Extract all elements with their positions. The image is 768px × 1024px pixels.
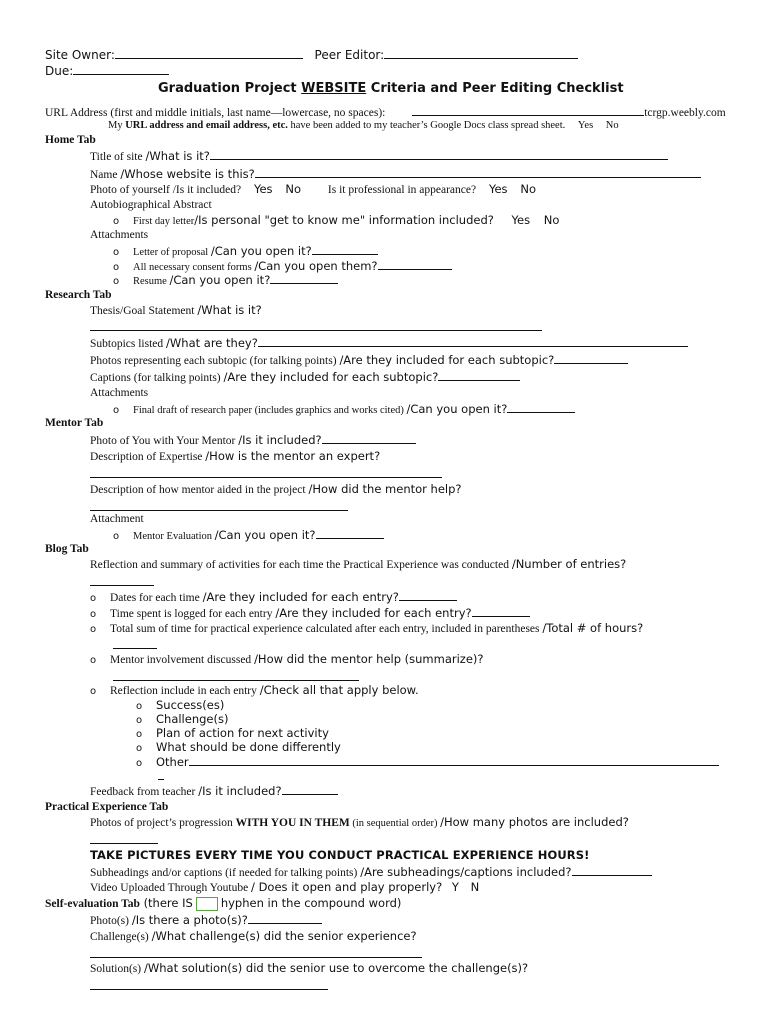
site-owner-label: Site Owner: [45, 48, 115, 62]
total-hours-line: o Total sum of time for practical experience calculated after each entry, included in parentheses /Total # of hours? [90, 621, 644, 635]
practical-tab-heading: Practical Experience Tab [45, 801, 169, 813]
progression-photos-blank[interactable] [90, 843, 158, 844]
photo-yourself-line: Photo of yourself /Is it included? Yes No Is it professional in appearance? Yes No [90, 182, 537, 196]
reflection-summary-line: Reflection and summary of activities for each time the Practical Experience was conducted /Number of entries? [90, 557, 627, 571]
feedback-blank[interactable] [282, 783, 338, 795]
url-blank[interactable] [412, 104, 644, 116]
subtopics-blank[interactable] [258, 335, 688, 347]
url-line [45, 104, 726, 120]
hyphen-input-box[interactable] [196, 897, 218, 911]
video-line: Video Uploaded Through Youtube / Does it open and play properly? Y N [90, 880, 480, 894]
entries-blank[interactable] [90, 585, 154, 586]
expertise-line: Description of Expertise /How is the mentor an expert? [90, 449, 381, 463]
url-suffix: tcrgp.weebly.com [644, 107, 726, 119]
bullet-icon: o [113, 405, 120, 416]
research-tab-heading: Research Tab [45, 289, 112, 301]
url-label: URL Address (first and middle initials, last name—lowercase, no spaces): [45, 107, 386, 119]
mentor-involvement-blank[interactable] [113, 680, 359, 681]
bullet-icon: o [113, 216, 120, 227]
bullet-icon: o [90, 624, 97, 635]
mentor-evaluation-line: o Mentor Evaluation /Can you open it? [113, 527, 384, 544]
peer-editor-label: Peer Editor: [314, 48, 385, 62]
self-eval-tab-heading: Self-evaluation Tab [45, 898, 140, 910]
mentor-involvement-line: o Mentor involvement discussed /How did the mentor help (summarize)? [90, 652, 484, 666]
checkbox-bullet-icon: o [136, 715, 143, 726]
spreadsheet-yes[interactable]: Yes [577, 120, 594, 131]
checkbox-bullet-icon: o [136, 701, 143, 712]
title-website: WEBSITE [301, 81, 367, 96]
solution-blank[interactable] [90, 989, 328, 990]
dates-blank[interactable] [399, 589, 457, 601]
professional-yes[interactable]: Yes [488, 182, 508, 196]
bullet-icon: o [90, 593, 97, 604]
name-blank[interactable] [255, 166, 701, 178]
bullet-icon: o [113, 531, 120, 542]
photos-subtopic-blank[interactable] [554, 352, 628, 364]
bullet-icon: o [90, 686, 97, 697]
mentor-tab-heading: Mentor Tab [45, 417, 104, 429]
progression-photos-line: Photos of project’s progression WITH YOU IN THEM (in sequential order) /How many photos are included? [90, 815, 629, 829]
peer-editor-blank[interactable] [384, 47, 578, 59]
challenge-line: Challenge(s) /What challenge(s) did the senior experience? [90, 929, 417, 943]
self-eval-heading-line: Self-evaluation Tab (there IS hyphen in the compound word) [45, 896, 402, 910]
final-draft-line: o Final draft of research paper (includes graphics and works cited) /Can you open it? [113, 401, 575, 418]
home-attachments-label: Attachments [90, 229, 149, 241]
due-blank[interactable] [73, 63, 169, 75]
first-day-line: o First day letter/Is personal "get to know me" information included? Yes No [113, 213, 560, 227]
captions-line: Captions (for talking points) /Are they included for each subtopic? [90, 369, 520, 385]
research-attachments-label: Attachments [90, 387, 149, 399]
option-success[interactable]: o Success(es) [136, 698, 225, 712]
photo-no[interactable]: No [285, 182, 302, 196]
total-hours-blank[interactable] [113, 648, 157, 649]
thesis-line: Thesis/Goal Statement /What is it? [90, 303, 262, 317]
resume-line: o Resume /Can you open it? [113, 272, 338, 289]
bullet-icon: o [113, 276, 120, 287]
name-line: Name /Whose website is this? [90, 166, 701, 182]
home-tab-heading: Home Tab [45, 134, 96, 146]
take-pictures-notice: TAKE PICTURES EVERY TIME YOU CONDUCT PRACTICAL EXPERIENCE HOURS! [90, 848, 590, 862]
consent-line: o All necessary consent forms /Can you open them? [113, 258, 452, 275]
dates-line: o Dates for each time /Are they included for each entry? [90, 589, 457, 606]
mentor-evaluation-blank[interactable] [316, 527, 384, 539]
photos-subtopic-line: Photos representing each subtopic (for talking points) /Are they included for each subtopic? [90, 352, 628, 368]
site-owner-blank[interactable] [115, 47, 303, 59]
site-owner-line [45, 47, 578, 62]
self-eval-photos-line: Photo(s) /Is there a photo(s)? [90, 912, 322, 928]
title-of-site-blank[interactable] [210, 148, 668, 160]
reflection-entry-line: o Reflection include in each entry /Check all that apply below. [90, 683, 419, 697]
bullet-icon: o [90, 655, 97, 666]
abstract-label: Autobiographical Abstract [90, 199, 212, 211]
bullet-icon: o [113, 247, 120, 258]
feedback-line: Feedback from teacher /Is it included? [90, 783, 338, 799]
other-blank-wrap [158, 779, 164, 780]
option-differently[interactable]: o What should be done differently [136, 740, 341, 754]
due-label: Due: [45, 64, 74, 78]
aided-blank[interactable] [90, 510, 348, 511]
final-draft-blank[interactable] [507, 401, 575, 413]
time-spent-blank[interactable] [472, 605, 530, 617]
time-spent-line: o Time spent is logged for each entry /Are they included for each entry? [90, 605, 530, 622]
subtopics-line: Subtopics listed /What are they? [90, 335, 688, 351]
subheadings-line: Subheadings and/or captions (if needed for talking points) /Are subheadings/captions included? [90, 864, 652, 880]
option-challenge[interactable]: o Challenge(s) [136, 712, 229, 726]
spreadsheet-no[interactable]: No [605, 120, 619, 131]
bullet-icon: o [90, 609, 97, 620]
other-blank[interactable] [189, 754, 719, 766]
video-y[interactable]: Y [451, 880, 459, 894]
photo-yes[interactable]: Yes [253, 182, 273, 196]
subheadings-blank[interactable] [572, 864, 652, 876]
option-plan[interactable]: o Plan of action for next activity [136, 726, 329, 740]
expertise-blank[interactable] [90, 477, 442, 478]
mentor-attachment-label: Attachment [90, 513, 144, 525]
checkbox-bullet-icon: o [136, 743, 143, 754]
page-title: Graduation Project WEBSITE Criteria and Peer Editing Checklist [158, 81, 624, 96]
consent-blank[interactable] [378, 258, 452, 270]
solution-line: Solution(s) /What solution(s) did the senior use to overcome the challenge(s)? [90, 961, 529, 975]
mentor-photo-line: Photo of You with Your Mentor /Is it included? [90, 432, 416, 448]
professional-no[interactable]: No [520, 182, 537, 196]
checkbox-bullet-icon: o [136, 729, 143, 740]
bullet-icon: o [113, 262, 120, 273]
first-day-no[interactable]: No [543, 213, 560, 227]
video-n[interactable]: N [470, 880, 480, 894]
blog-tab-heading: Blog Tab [45, 543, 89, 555]
thesis-blank[interactable] [90, 330, 542, 331]
captions-blank[interactable] [438, 369, 520, 381]
mentor-photo-blank[interactable] [322, 432, 416, 444]
spreadsheet-line: My URL address and email address, etc. have been added to my teacher’s Google Docs class spread sheet. Yes No [108, 120, 619, 131]
letter-blank[interactable] [312, 243, 378, 255]
due-line [45, 63, 169, 78]
option-other[interactable]: o Other [136, 754, 719, 771]
letter-line: o Letter of proposal /Can you open it? [113, 243, 378, 260]
checkbox-bullet-icon: o [136, 758, 143, 769]
self-eval-photos-blank[interactable] [248, 912, 322, 924]
aided-line: Description of how mentor aided in the project /How did the mentor help? [90, 482, 462, 496]
title-of-site-line: Title of site /What is it? [90, 148, 668, 164]
resume-blank[interactable] [270, 272, 338, 284]
first-day-yes[interactable]: Yes [511, 213, 531, 227]
challenge-blank[interactable] [90, 957, 422, 958]
